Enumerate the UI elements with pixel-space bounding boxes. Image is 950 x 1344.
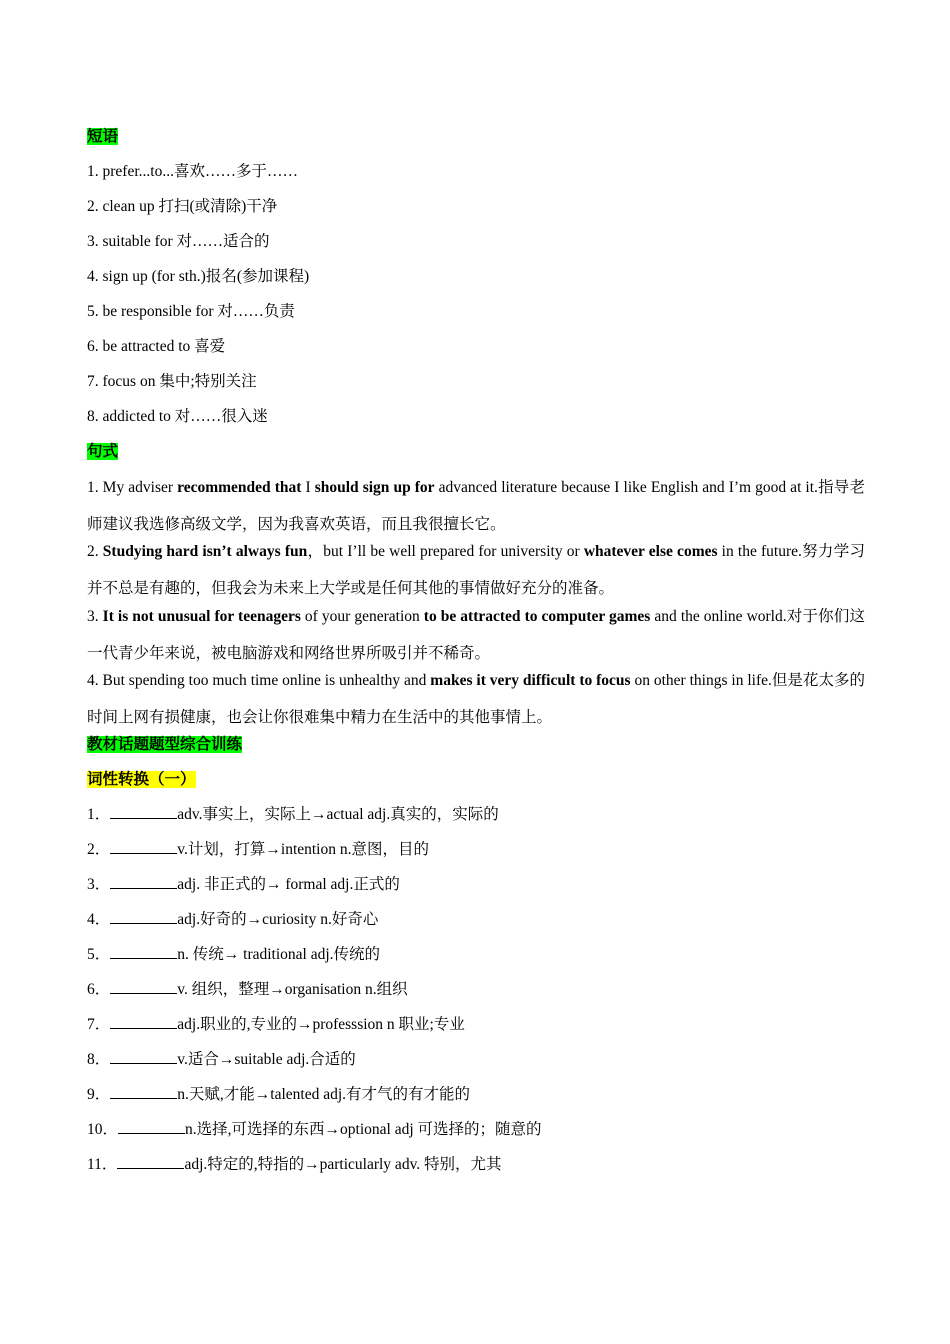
conversion-item [87,909,865,944]
sentence-text [87,662,865,736]
conversion-item [87,1084,865,1119]
conversion-item [87,1049,865,1084]
answer-blank[interactable] [110,1084,177,1099]
sentence-item [87,598,865,670]
item-number: 8． [87,1051,111,1068]
answer-blank[interactable] [110,944,177,959]
phrase-item: 7. focus on 集中;特别关注 [87,373,257,390]
training-heading: 教材话题题型综合训练 [87,736,243,753]
phrase-item: 1. prefer...to...喜欢……多于…… [87,163,298,180]
item-number: 2． [87,841,111,858]
phrases-section-heading [87,126,865,161]
sentence-part-bold: whatever else comes [583,543,718,560]
phrase-item: 6. be attracted to 喜爱 [87,338,226,355]
item-number: 6． [87,981,111,998]
sentence-part-bold: It is not unusual for teenagers [102,607,301,625]
sentence-part-bold: recommended that [177,478,302,496]
item-text: adv.事实上，实际上→actual adj.真实的，实际的 [177,806,499,823]
sentence-item [87,469,865,541]
sentence-part-bold: to be attracted to computer games [423,607,651,625]
sentence-part: 4. But spending too much time online is unhealthy and [87,672,431,689]
item-number: 3． [87,876,111,893]
answer-blank[interactable] [110,874,177,889]
item-text: adj.特定的,特指的→particularly adv. 特别，尤其 [184,1156,502,1173]
sentence-part-bold: Studying hard isn’t always fun [102,543,308,560]
sentence-item [87,662,865,734]
sentence-part: I [301,478,315,496]
sentence-part: in the future.努力学习并不总是有趣的，但我会为未来上大学或是任何其他的事情做好充分的准备。 [87,543,866,597]
phrase-item: 2. clean up 打扫(或清除)干净 [87,198,278,215]
conversion-section-heading [87,769,865,804]
conversion-item [87,979,865,1014]
document-page [87,126,865,1189]
phrase-item: 5. be responsible for 对……负责 [87,303,295,320]
item-text: adj.好奇的→curiosity n.好奇心 [177,911,379,928]
item-text: n. 传统→ traditional adj.传统的 [177,946,381,963]
phrase-item: 3. suitable for 对……适合的 [87,233,270,250]
item-text: n.天赋,才能→talented adj.有才气的有才能的 [177,1086,471,1103]
sentences-list [87,469,865,735]
item-number: 7． [87,1016,111,1033]
item-number: 11． [87,1156,118,1173]
item-number: 5． [87,946,111,963]
sentence-part-bold: makes it very difficult to focus [430,672,631,689]
answer-blank[interactable] [110,804,177,819]
conversion-item [87,1014,865,1049]
conversion-item [87,1119,865,1154]
sentence-text [87,533,865,607]
phrase-item: 4. sign up (for sth.)报名(参加课程) [87,268,310,285]
answer-blank[interactable] [118,1119,185,1134]
conversion-item [87,839,865,874]
phrases-heading: 短语 [87,128,119,145]
sentence-text [87,469,865,543]
sentence-part-bold: should sign up for [314,478,435,496]
sentences-heading: 句式 [87,443,119,460]
sentence-text [87,598,865,672]
answer-blank[interactable] [110,979,177,994]
item-text: n.选择,可选择的东西→optional adj 可选择的；随意的 [185,1121,542,1138]
item-number: 4． [87,911,111,928]
sentence-part: advanced literature because I like English and I’m good at it.指导老师建议我选修高级文学，因为我喜欢英语，而且我很擅长它。 [87,478,865,533]
conversion-item [87,874,865,909]
item-text: v.适合→suitable adj.合适的 [177,1051,356,1068]
sentence-part: 1. My adviser [87,478,178,496]
sentence-part: of your generation [300,607,424,625]
item-text: adj.职业的,专业的→professsion n 职业;专业 [177,1016,465,1033]
answer-blank[interactable] [110,909,177,924]
sentence-part: on other things in life.但是花太多的时间上网有损健康，也会让你很难集中精力在生活中的其他事情上。 [87,672,865,726]
conversion-list [87,804,865,1189]
answer-blank[interactable] [110,1014,177,1029]
sentence-part: ，but I’ll be well prepared for university or [307,543,584,560]
item-text: adj. 非正式的→ formal adj.正式的 [177,876,400,893]
answer-blank[interactable] [110,839,177,854]
sentence-part: 2. [87,543,103,560]
answer-blank[interactable] [110,1049,177,1064]
training-section-heading [87,734,865,769]
sentence-part: and the online world.对于你们这一代青少年来说，被电脑游戏和网络世界所吸引并不稀奇。 [87,607,865,662]
item-number: 1． [87,806,111,823]
sentence-part: 3. [87,607,103,625]
item-number: 10． [87,1121,119,1138]
item-number: 9． [87,1086,111,1103]
answer-blank[interactable] [117,1154,184,1169]
conversion-item [87,1154,865,1189]
phrases-list [87,161,865,441]
item-text: v. 组织，整理→organisation n.组织 [177,981,408,998]
conversion-item [87,944,865,979]
conversion-heading: 词性转换（一） [87,771,196,788]
sentence-item [87,533,865,605]
phrase-item: 8. addicted to 对……很入迷 [87,408,268,425]
conversion-item [87,804,865,839]
item-text: v.计划，打算→intention n.意图，目的 [177,841,429,858]
